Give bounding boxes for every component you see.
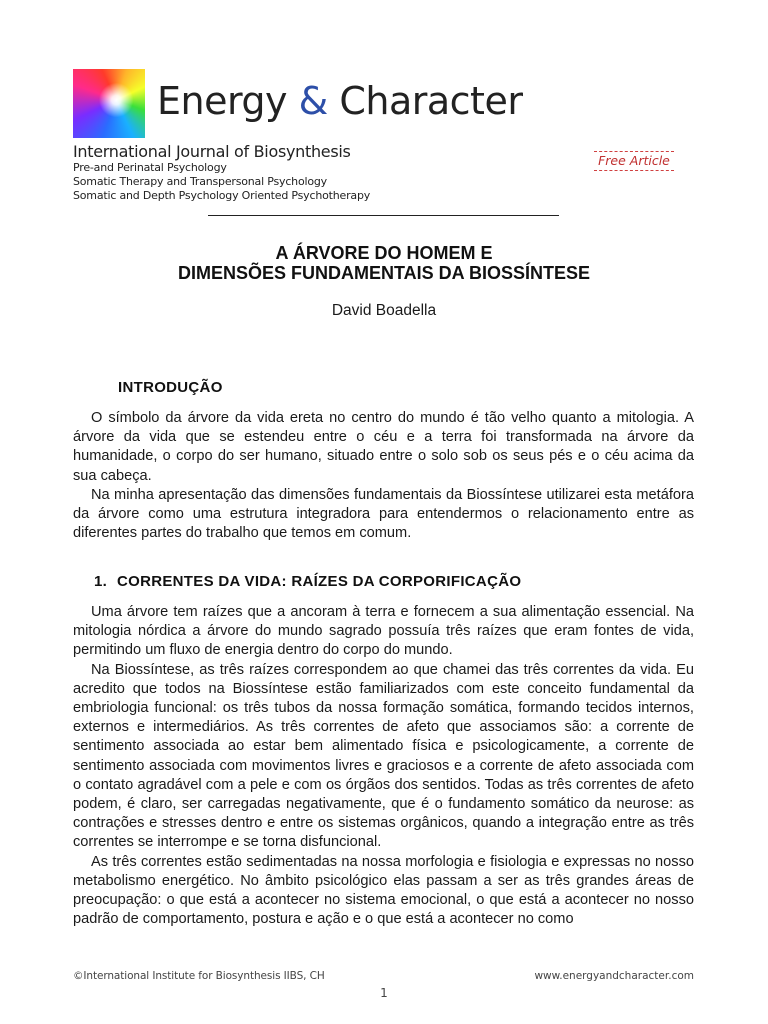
journal-name <box>157 78 522 124</box>
paragraph: As três correntes estão sedimentadas na nossa morfologia e fisiologia e expressas no nosso metabolismo energético. No âmbito psicológico elas passam a ser as três grandes áreas de preocupação: o que está a acontecer no sistema emocional, o que está a acontecer no nosso padrão de comportamento, postura e ação e o que está a acontecer no como <box>73 853 694 928</box>
introduction-body <box>73 409 694 543</box>
free-article-badge: Free Article <box>594 151 674 171</box>
article-author: David Boadella <box>331 302 437 319</box>
footer-copyright: ©International Institute for Biosynthesis IIBS, CH <box>73 970 325 982</box>
section-1-body <box>73 603 694 929</box>
paragraph: O símbolo da árvore da vida ereta no centro do mundo é tão velho quanto a mitologia. A árvore da vida que se estendeu entre o céu e a terra foi transformada na árvore da humanidade, o corpo do ser humano, situado entre o solo sob os seus pés e o céu acima da sua cabeça. <box>73 410 694 484</box>
journal-name-part2: Character <box>327 79 523 123</box>
section-number: 1. <box>94 573 108 590</box>
journal-topics <box>73 161 370 203</box>
paragraph: Na Biossíntese, as três raízes correspondem ao que chamei das três correntes da vida. Eu acredito que todos na Biossíntese estão familiarizados com este conceito fundamental da embriologia funcional: os três tubos da nossa formação somática, formando tecidos internos, externos e intermediários. As três correntes de afeto que associamos são: a corrente de sentimento associada ao estar bem alimentado física e psicologicamente, a corrente de sentimento associada com movimentos livres e graciosos e a corrente de afeto associada com o contato agradável com a pele e com os órgãos dos sentidos. Todas as três correntes de afeto podem, é claro, ser carregadas negativamente, que é o fundamento somático da neurose: as contrações e stresses dentro e entre os sistemas orgânicos, quando a integração entre as três correntes se interrompe e se torna disfuncional. <box>73 661 694 851</box>
section-heading-introduction: INTRODUÇÃO <box>118 379 223 396</box>
topic-item: Pre-and Perinatal Psychology <box>73 161 227 174</box>
section-heading-1 <box>94 573 521 591</box>
paragraph: Uma árvore tem raízes que a ancoram à terra e fornecem a sua alimentação essencial. Na mitologia nórdica a árvore do mundo sagrado possuía três raízes que eram fontes de vida, permitindo um fluxo de energia dentro do corpo do mundo. <box>73 604 694 659</box>
topic-item: Somatic and Depth Psychology Oriented Psychotherapy <box>73 189 371 202</box>
paragraph: Na minha apresentação das dimensões fundamentais da Biossíntese utilizarei esta metáfora da árvore como uma estrutura integradora para entendermos o relacionamento entre as diferentes partes do trabalho que temos em comum. <box>73 486 694 542</box>
footer-website-link[interactable]: www.energyandcharacter.com <box>534 970 694 982</box>
journal-subtitle: International Journal of Biosynthesis <box>73 142 351 161</box>
page-number: 1 <box>380 986 388 1000</box>
article-title <box>0 243 768 283</box>
article-title-line2: DIMENSÕES FUNDAMENTAIS DA BIOSSÍNTESE <box>177 263 591 283</box>
journal-name-ampersand: & <box>298 79 328 123</box>
topic-item: Somatic Therapy and Transpersonal Psychology <box>73 175 327 188</box>
journal-name-part1: Energy <box>157 79 299 123</box>
header-divider <box>208 215 559 216</box>
section-title: CORRENTES DA VIDA: RAÍZES DA CORPORIFICAÇÃO <box>117 573 522 590</box>
journal-logo <box>73 69 145 138</box>
article-title-line1: A ÁRVORE DO HOMEM E <box>275 243 493 263</box>
